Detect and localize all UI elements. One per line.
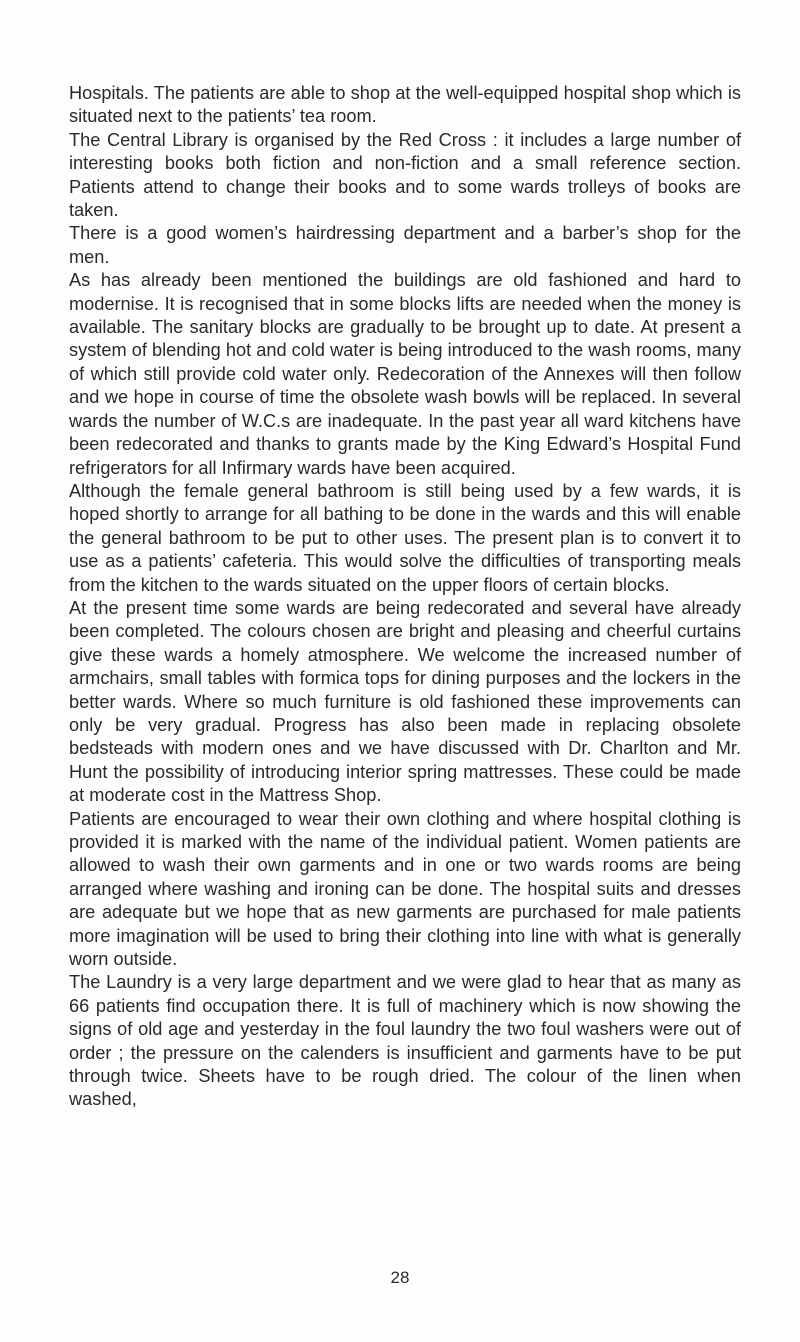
paragraph-clothing: Patients are encouraged to wear their own clothing and where hospital clothing is provided it is marked with the name of the individual patient. Women patients are allowed to wash their own garments and in one or two wards rooms are being arranged where washing and ironing can be done. The hospital suits and dresses are adequate but we hope that as new garments are purchased for male patients more imagination will be used to bring their clothing into line with what is generally worn outside. [69,808,741,970]
paragraph-hairdressing: There is a good women’s hairdressing department and a barber’s shop for the men. [69,223,741,267]
paragraph-buildings: As has already been mentioned the buildings are old fashioned and hard to modernise. It is recognised that in some blocks lifts are needed when the money is available. The sanitary blocks are gradually to be brought up to date. At present a system of blending hot and cold water is being introduced to the wash rooms, many of which still provide cold water only. Redecoration of the Annexes will then follow and we hope in course of time the obsolete wash bowls will be replaced. In several wards the number of W.C.s are inadequate. In the past year all ward kitchens have been redecorated and thanks to grants made by the King Edward’s Hospital Fund refrigerators for all Infirmary wards have been acquired. [69,270,741,478]
paragraph-central-library: The Central Library is organised by the Red Cross : it includes a large number of interesting books both fiction and non-fiction and a small reference section. Patients attend to change their books and to some wards trolleys of books are taken. [69,129,741,221]
paragraph-redecoration: At the present time some wards are being redecorated and several have already been completed. The colours chosen are bright and pleasing and cheerful curtains give these wards a homely atmosphere. We welcome the increased number of armchairs, small tables with formica tops for dining purposes and the lockers in the better wards. Where so much furniture is old fashioned these improvements can only be very gradual. Progress has also been made in replacing obsolete bedsteads with modern ones and we have discussed with Dr. Charlton and Mr. Hunt the possibility of introducing interior spring mattresses. These could be made at moderate cost in the Mattress Shop. [69,597,741,806]
paragraph-laundry: The Laundry is a very large department and we were glad to hear that as many as 66 patients find occupation there. It is full of machinery which is now showing the signs of old age and yesterday in the foul laundry the two foul washers were out of order ; the pressure on the calenders is insufficient and garments have to be put through twice. Sheets have to be rough dried. The colour of the linen when washed, [69,972,741,1110]
paragraph-hospital-shop: Hospitals. The patients are able to shop at the well-equipped hospital shop which is situated next to the patients’ tea room. [69,83,741,127]
body-text [69,82,741,1112]
paragraph-bathroom: Although the female general bathroom is still being used by a few wards, it is hoped shortly to arrange for all bathing to be done in the wards and this will enable the general bathroom to be put to other uses. The present plan is to convert it to use as a patients’ cafeteria. This would solve the difficulties of transporting meals from the kitchen to the wards situated on the upper floors of certain blocks. [69,480,741,595]
page-number: 28 [390,1268,410,1287]
